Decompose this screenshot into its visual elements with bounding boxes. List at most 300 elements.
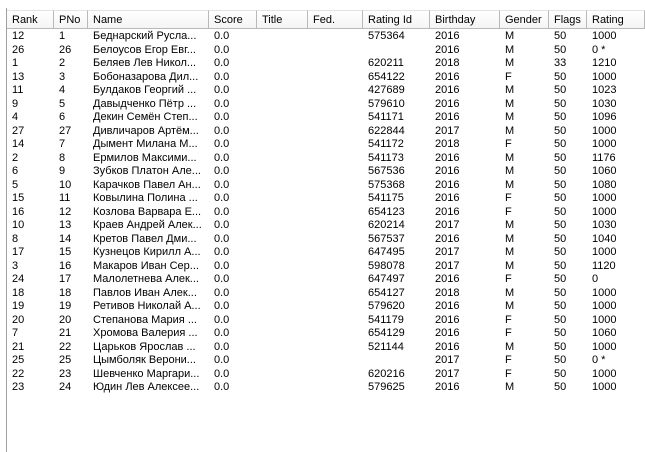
cell-pno: 19: [59, 300, 72, 312]
cell-gender: M: [505, 151, 515, 164]
cell-rating-id: 647497: [368, 273, 405, 285]
table-row[interactable]: [7, 341, 645, 355]
table-row[interactable]: [7, 98, 645, 112]
grid-body: [7, 30, 645, 395]
cell-name: Ковылина Полина ...: [93, 192, 198, 204]
cell-title: [257, 98, 308, 112]
cell-rank: 27: [12, 124, 25, 137]
cell-birthday: 2016: [435, 151, 460, 164]
cell-rating: 1000: [592, 30, 617, 42]
cell-flags: 50: [554, 178, 567, 191]
cell-rating: 1000: [592, 381, 617, 393]
cell-fed: [308, 30, 363, 44]
cell-pno: 22: [59, 340, 72, 353]
cell-rank: 26: [12, 43, 25, 56]
cell-rank: 2: [12, 151, 19, 164]
cell-score: 0.0: [214, 151, 230, 164]
cell-birthday: 2017: [435, 259, 460, 272]
cell-title: [257, 368, 308, 382]
cell-name: Декин Семён Степ...: [93, 111, 198, 123]
cell-rating-id: 654127: [368, 286, 405, 299]
cell-score: 0.0: [214, 286, 230, 299]
cell-rating: 1000: [592, 124, 617, 137]
cell-rank: 12: [12, 30, 25, 42]
cell-birthday: 2016: [435, 232, 460, 245]
cell-rating-id: 654129: [368, 327, 405, 339]
cell-rank: 19: [12, 300, 25, 312]
table-row[interactable]: [7, 71, 645, 85]
cell-rank: 6: [12, 165, 19, 177]
cell-score: 0.0: [214, 57, 230, 69]
cell-name: Царьков Ярослав ...: [93, 340, 196, 353]
cell-birthday: 2016: [435, 340, 460, 353]
cell-gender: F: [505, 354, 512, 366]
column-header-pno[interactable]: PNo: [54, 10, 88, 29]
cell-flags: 50: [554, 259, 567, 272]
cell-birthday: 2016: [435, 111, 460, 123]
cell-gender: M: [505, 97, 515, 110]
cell-rating: 1120: [592, 259, 616, 272]
cell-score: 0.0: [214, 246, 230, 258]
table-row[interactable]: [7, 260, 645, 274]
cell-fed: [308, 165, 363, 179]
cell-birthday: 2016: [435, 313, 460, 326]
cell-score: 0.0: [214, 178, 230, 191]
cell-pno: 10: [59, 178, 72, 191]
cell-rank: 14: [12, 138, 25, 150]
cell-title: [257, 260, 308, 274]
cell-flags: 50: [554, 30, 567, 42]
table-row[interactable]: [7, 327, 645, 341]
cell-title: [257, 165, 308, 179]
cell-rating: 1000: [592, 205, 617, 218]
cell-fed: [308, 98, 363, 112]
cell-gender: F: [505, 192, 512, 204]
table-row[interactable]: [7, 84, 645, 98]
cell-score: 0.0: [214, 367, 230, 380]
cell-rank: 7: [12, 327, 19, 339]
cell-birthday: 2016: [435, 327, 460, 339]
cell-birthday: 2016: [435, 300, 460, 312]
cell-pno: 9: [59, 165, 66, 177]
cell-pno: 11: [59, 192, 71, 204]
cell-name: Цымболяк Верони...: [93, 354, 196, 366]
cell-gender: M: [505, 246, 515, 258]
cell-birthday: 2016: [435, 97, 460, 110]
cell-name: Степанова Мария ...: [93, 313, 197, 326]
table-row[interactable]: [7, 165, 645, 179]
cell-rank: 10: [12, 219, 25, 231]
cell-rating-id: 575368: [368, 178, 405, 191]
cell-fed: [308, 84, 363, 98]
cell-name: Малолетнева Алек...: [93, 273, 199, 285]
column-header-flags[interactable]: Flags: [549, 10, 587, 29]
cell-flags: 50: [554, 111, 567, 123]
cell-name: Павлов Иван Алек...: [93, 286, 197, 299]
cell-title: [257, 206, 308, 220]
column-header-fed[interactable]: Fed.: [308, 10, 363, 29]
cell-gender: M: [505, 232, 515, 245]
cell-score: 0.0: [214, 165, 230, 177]
cell-rank: 16: [12, 205, 25, 218]
cell-birthday: 2018: [435, 286, 460, 299]
cell-title: [257, 57, 308, 71]
cell-fed: [308, 327, 363, 341]
cell-name: Бобоназарова Дил...: [93, 70, 199, 83]
cell-flags: 50: [554, 273, 567, 285]
cell-flags: 50: [554, 192, 567, 204]
cell-name: Кретов Павел Дми...: [93, 232, 197, 245]
cell-name: Шевченко Маргари...: [93, 367, 200, 380]
cell-flags: 50: [554, 340, 567, 353]
cell-rating: 1000: [592, 367, 617, 380]
cell-rating-id: [363, 354, 430, 368]
cell-pno: 27: [59, 124, 72, 137]
cell-gender: F: [505, 327, 512, 339]
cell-pno: 21: [59, 327, 72, 339]
cell-gender: M: [505, 300, 515, 312]
cell-score: 0.0: [214, 138, 230, 150]
cell-gender: M: [505, 57, 515, 69]
column-header-gender[interactable]: Gender: [500, 10, 549, 29]
cell-fed: [308, 300, 363, 314]
table-row[interactable]: [7, 354, 645, 368]
grid-header: [7, 10, 645, 29]
table-row[interactable]: [7, 381, 645, 395]
table-row[interactable]: [7, 30, 645, 44]
cell-rating: 1030: [592, 97, 617, 110]
cell-flags: 50: [554, 219, 567, 231]
cell-pno: 23: [59, 367, 72, 380]
table-row[interactable]: [7, 179, 645, 193]
cell-name: Белоусов Егор Евг...: [93, 43, 196, 56]
cell-title: [257, 179, 308, 193]
cell-score: 0.0: [214, 124, 230, 137]
cell-rank: 3: [12, 259, 19, 272]
cell-title: [257, 341, 308, 355]
cell-pno: 1: [59, 30, 66, 42]
cell-name: Дымент Милана М...: [93, 138, 198, 150]
cell-pno: 20: [59, 313, 72, 326]
cell-gender: F: [505, 367, 512, 380]
cell-rating-id: 598078: [368, 259, 405, 272]
cell-rank: 11: [12, 84, 24, 96]
cell-rank: 1: [12, 57, 19, 69]
cell-name: Краев Андрей Алек...: [93, 219, 202, 231]
cell-fed: [308, 233, 363, 247]
cell-fed: [308, 71, 363, 85]
cell-birthday: 2016: [435, 381, 460, 393]
table-row[interactable]: [7, 138, 645, 152]
cell-rank: 13: [12, 70, 25, 83]
cell-score: 0.0: [214, 354, 230, 366]
cell-fed: [308, 219, 363, 233]
cell-gender: M: [505, 165, 515, 177]
cell-flags: 33: [554, 57, 567, 69]
cell-score: 0.0: [214, 381, 230, 393]
cell-rank: 25: [12, 354, 25, 366]
cell-gender: F: [505, 273, 512, 285]
cell-rating-id: 541171: [368, 111, 404, 123]
cell-birthday: 2016: [435, 205, 460, 218]
cell-rank: 23: [12, 381, 25, 393]
cell-score: 0.0: [214, 97, 230, 110]
cell-rating-id: 541172: [368, 138, 404, 150]
table-row[interactable]: [7, 192, 645, 206]
cell-birthday: 2016: [435, 165, 460, 177]
cell-title: [257, 152, 308, 166]
cell-rating-id: 622844: [368, 124, 405, 137]
cell-rank: 18: [12, 286, 25, 299]
cell-title: [257, 219, 308, 233]
cell-birthday: 2017: [435, 367, 460, 380]
cell-rating-id: 620216: [368, 367, 405, 380]
cell-rating-id: 575364: [368, 30, 405, 42]
column-header-score[interactable]: Score: [209, 10, 257, 29]
cell-rating-id: 567537: [368, 232, 405, 245]
cell-name: Ермилов Максими...: [93, 151, 197, 164]
cell-rating-id: [363, 44, 430, 58]
cell-score: 0.0: [214, 70, 230, 83]
cell-gender: M: [505, 259, 515, 272]
cell-flags: 50: [554, 246, 567, 258]
column-header-rating[interactable]: Rating: [587, 10, 645, 29]
cell-gender: F: [505, 313, 512, 326]
cell-score: 0.0: [214, 43, 230, 56]
cell-name: Беднарский Русла...: [93, 30, 197, 42]
cell-birthday: 2017: [435, 219, 460, 231]
column-header-rating-id[interactable]: Rating Id: [363, 10, 430, 29]
cell-title: [257, 314, 308, 328]
cell-name: Макаров Иван Сер...: [93, 259, 199, 272]
cell-rank: 20: [12, 313, 25, 326]
cell-birthday: 2018: [435, 57, 460, 69]
cell-title: [257, 192, 308, 206]
cell-fed: [308, 314, 363, 328]
cell-gender: M: [505, 124, 515, 137]
cell-flags: 50: [554, 286, 567, 299]
cell-flags: 50: [554, 300, 567, 312]
cell-title: [257, 246, 308, 260]
cell-gender: M: [505, 30, 515, 42]
cell-flags: 50: [554, 151, 567, 164]
cell-birthday: 2016: [435, 84, 460, 96]
cell-rating: 1210: [592, 57, 617, 69]
cell-score: 0.0: [214, 192, 230, 204]
cell-flags: 50: [554, 70, 567, 83]
cell-fed: [308, 260, 363, 274]
cell-flags: 50: [554, 367, 567, 380]
cell-fed: [308, 368, 363, 382]
cell-birthday: 2017: [435, 124, 460, 137]
cell-pno: 6: [59, 111, 66, 123]
table-row[interactable]: [7, 233, 645, 247]
cell-flags: 50: [554, 232, 567, 245]
cell-title: [257, 111, 308, 125]
cell-rating-id: 521144: [368, 340, 404, 353]
cell-rating: 1000: [592, 286, 617, 299]
cell-title: [257, 138, 308, 152]
cell-fed: [308, 246, 363, 260]
cell-title: [257, 287, 308, 301]
cell-rating-id: 541173: [368, 151, 404, 164]
cell-birthday: 2016: [435, 178, 460, 191]
cell-rating-id: 654122: [368, 70, 405, 83]
cell-pno: 4: [59, 84, 66, 96]
cell-gender: M: [505, 43, 515, 56]
cell-rating-id: 567536: [368, 165, 405, 177]
table-row[interactable]: [7, 314, 645, 328]
cell-fed: [308, 179, 363, 193]
cell-title: [257, 381, 308, 395]
cell-birthday: 2017: [435, 246, 460, 258]
cell-pno: 26: [59, 43, 72, 56]
cell-title: [257, 30, 308, 44]
table-row[interactable]: [7, 246, 645, 260]
cell-birthday: 2017: [435, 354, 460, 366]
cell-flags: 50: [554, 205, 567, 218]
cell-fed: [308, 381, 363, 395]
cell-flags: 50: [554, 313, 567, 326]
cell-rating-id: 579610: [368, 97, 405, 110]
cell-score: 0.0: [214, 273, 230, 285]
table-row[interactable]: [7, 368, 645, 382]
cell-title: [257, 327, 308, 341]
cell-rating-id: 579620: [368, 300, 405, 312]
cell-name: Дивличаров Артём...: [93, 124, 199, 137]
cell-name: Козлова Варвара Е...: [93, 205, 202, 218]
column-header-name[interactable]: Name: [88, 10, 209, 29]
cell-title: [257, 125, 308, 139]
cell-fed: [308, 152, 363, 166]
cell-score: 0.0: [214, 84, 230, 96]
cell-pno: 14: [59, 232, 72, 245]
cell-pno: 12: [59, 205, 72, 218]
cell-gender: F: [505, 138, 512, 150]
cell-rating-id: 647495: [368, 246, 405, 258]
cell-score: 0.0: [214, 300, 230, 312]
cell-name: Ретивов Николай А...: [93, 300, 201, 312]
cell-score: 0.0: [214, 327, 230, 339]
cell-rating: 1096: [592, 111, 617, 123]
cell-rating: 1060: [592, 165, 617, 177]
cell-rating-id: 579625: [368, 381, 405, 393]
cell-rating: 0 *: [592, 354, 606, 366]
cell-flags: 50: [554, 354, 567, 366]
column-header-rank[interactable]: Rank: [7, 10, 54, 29]
table-row[interactable]: [7, 287, 645, 301]
cell-fed: [308, 138, 363, 152]
cell-name: Булдаков Георгий ...: [93, 84, 197, 96]
cell-fed: [308, 206, 363, 220]
cell-name: Карачков Павел Ан...: [93, 178, 201, 191]
cell-birthday: 2016: [435, 43, 460, 56]
cell-rating: 1000: [592, 192, 617, 204]
cell-rating: 1080: [592, 178, 617, 191]
cell-flags: 50: [554, 97, 567, 110]
cell-flags: 50: [554, 381, 567, 393]
cell-rank: 21: [12, 340, 25, 353]
cell-pno: 8: [59, 151, 66, 164]
cell-score: 0.0: [214, 259, 230, 272]
cell-fed: [308, 354, 363, 368]
cell-fed: [308, 287, 363, 301]
cell-fed: [308, 273, 363, 287]
cell-name: Хромова Валерия ...: [93, 327, 198, 339]
cell-rank: 22: [12, 367, 25, 380]
cell-flags: 50: [554, 124, 567, 137]
cell-gender: M: [505, 178, 515, 191]
cell-pno: 15: [59, 246, 72, 258]
cell-rating: 0: [592, 273, 599, 285]
cell-score: 0.0: [214, 340, 230, 353]
table-row[interactable]: [7, 111, 645, 125]
cell-pno: 2: [59, 57, 66, 69]
cell-fed: [308, 125, 363, 139]
cell-gender: M: [505, 84, 515, 96]
cell-name: Зубков Платон Але...: [93, 165, 201, 177]
table-row[interactable]: [7, 206, 645, 220]
table-row[interactable]: [7, 125, 645, 139]
table-row[interactable]: [7, 300, 645, 314]
cell-rating: 1040: [592, 232, 617, 245]
table-row[interactable]: [7, 152, 645, 166]
cell-rank: 4: [12, 111, 19, 123]
table-row[interactable]: [7, 44, 645, 58]
cell-gender: M: [505, 286, 515, 299]
cell-pno: 3: [59, 70, 66, 83]
cell-score: 0.0: [214, 205, 230, 218]
column-header-title[interactable]: Title: [257, 10, 308, 29]
cell-gender: M: [505, 111, 515, 123]
cell-fed: [308, 192, 363, 206]
cell-score: 0.0: [214, 219, 230, 231]
cell-rating-id: 427689: [368, 84, 405, 96]
table-row[interactable]: [7, 57, 645, 71]
cell-flags: 50: [554, 327, 567, 339]
cell-rating: 0 *: [592, 43, 606, 56]
cell-pno: 16: [59, 259, 72, 272]
cell-score: 0.0: [214, 111, 230, 123]
column-header-birthday[interactable]: Birthday: [430, 10, 500, 29]
cell-rating: 1000: [592, 313, 617, 326]
cell-rank: 8: [12, 232, 19, 245]
cell-rank: 9: [12, 97, 19, 110]
cell-title: [257, 84, 308, 98]
cell-rank: 5: [12, 178, 19, 191]
cell-pno: 13: [59, 219, 72, 231]
cell-rating: 1176: [592, 151, 616, 164]
cell-title: [257, 300, 308, 314]
cell-birthday: 2016: [435, 70, 460, 83]
cell-fed: [308, 111, 363, 125]
cell-pno: 25: [59, 354, 72, 366]
cell-birthday: 2016: [435, 192, 460, 204]
cell-pno: 17: [59, 273, 72, 285]
cell-rating-id: 654123: [368, 205, 405, 218]
table-row[interactable]: [7, 273, 645, 287]
table-row[interactable]: [7, 219, 645, 233]
cell-rating: 1000: [592, 138, 617, 150]
cell-gender: M: [505, 381, 515, 393]
cell-rating: 1000: [592, 246, 617, 258]
cell-fed: [308, 341, 363, 355]
cell-rank: 17: [12, 246, 25, 258]
cell-score: 0.0: [214, 232, 230, 245]
cell-pno: 18: [59, 286, 72, 299]
cell-flags: 50: [554, 165, 567, 177]
cell-gender: F: [505, 205, 512, 218]
